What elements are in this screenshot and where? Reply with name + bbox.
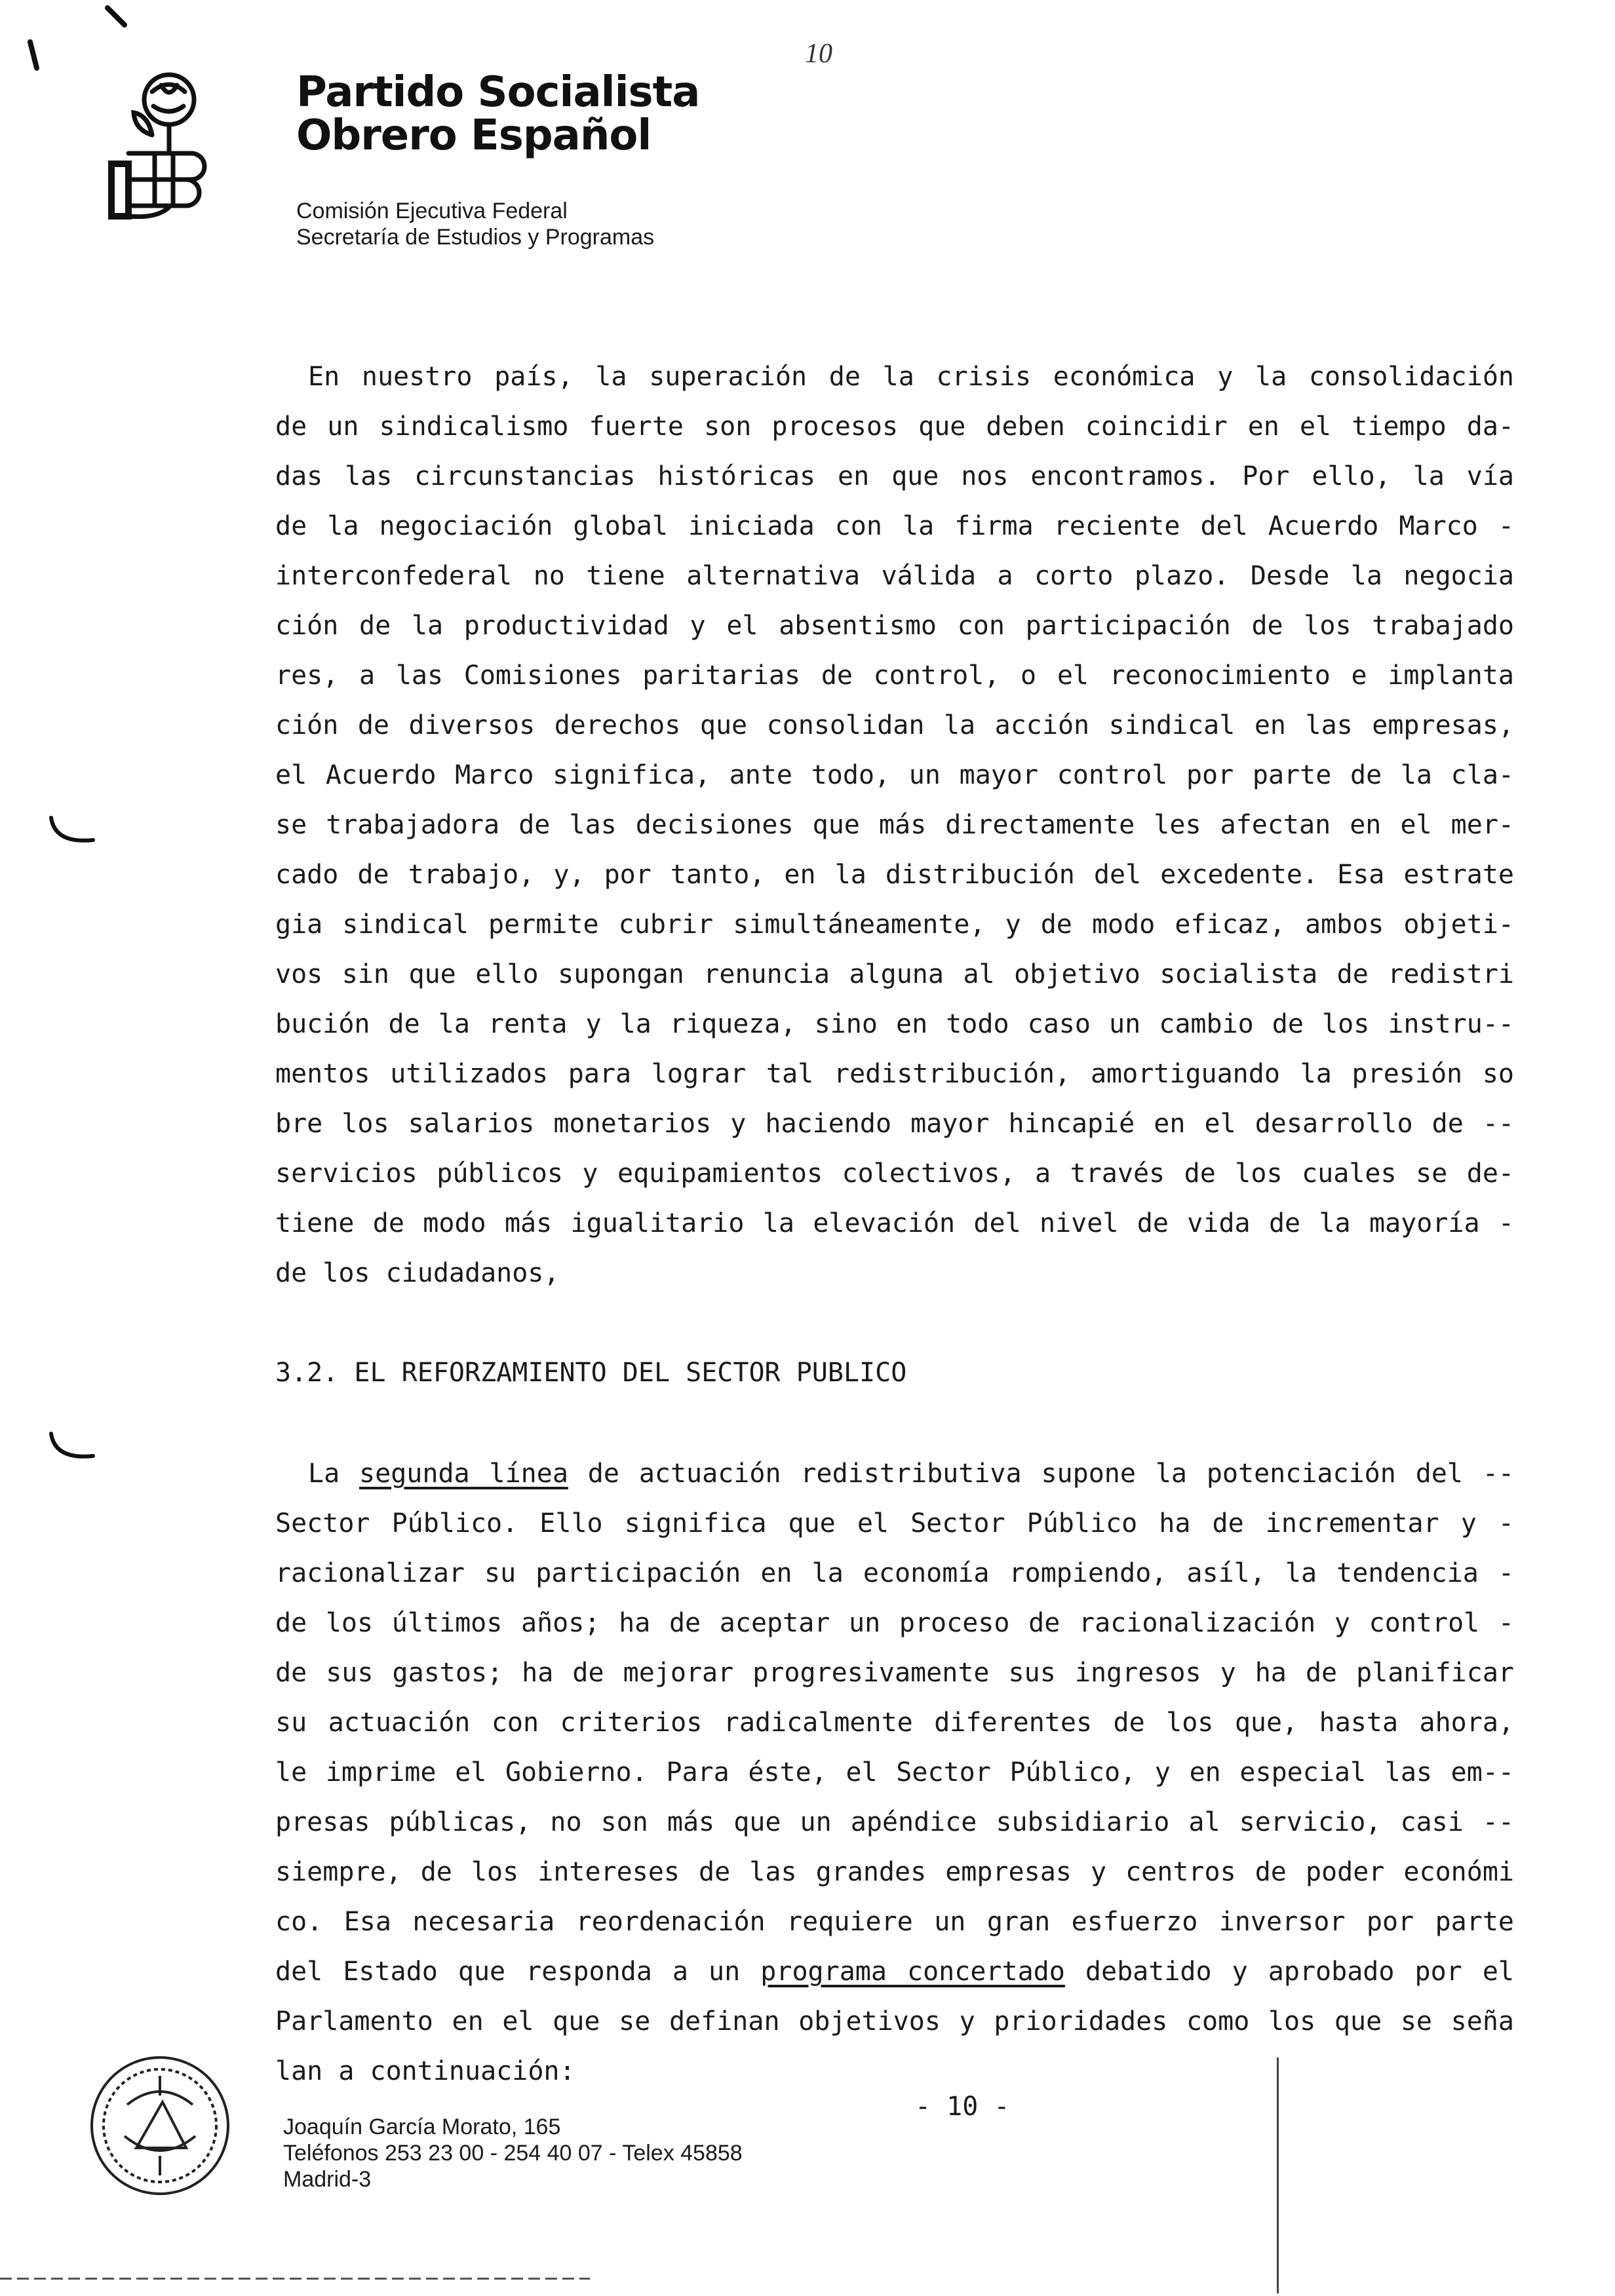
body-line: de los últimos años; ha de aceptar un proceso de racionalización y control - bbox=[275, 1608, 1514, 1638]
footer-city: Madrid-3 bbox=[283, 2167, 372, 2192]
body-line: le imprime el Gobierno. Para éste, el Sector Público, y en especial las em-- bbox=[275, 1757, 1514, 1788]
scan-edge-mark bbox=[0, 2278, 590, 2280]
punch-hole-arc-mark bbox=[46, 813, 98, 852]
body-line: Sector Público. Ello significa que el Sector Público ha de incrementar y - bbox=[275, 1508, 1514, 1539]
body-line: de los ciudadanos, bbox=[275, 1258, 560, 1288]
body-line: lan a continuación: bbox=[275, 2056, 575, 2086]
body-line: mentos utilizados para lograr tal redistribución, amortiguando la presión so bbox=[275, 1059, 1514, 1089]
body-line: Parlamento en el que se definan objetivos y prioridades como los que se seña bbox=[275, 2006, 1514, 2037]
footer-phone-telex: Teléfonos 253 23 00 - 254 40 07 - Telex 45858 bbox=[283, 2141, 743, 2166]
line-text: La bbox=[308, 1459, 360, 1489]
footer-address-street: Joaquín García Morato, 165 bbox=[283, 2114, 561, 2139]
psoe-logo-icon bbox=[92, 66, 223, 223]
body-line: En nuestro país, la superación de la crisis económica y la consolidación bbox=[308, 362, 1514, 392]
body-line: servicios públicos y equipamientos colectivos, a través de los cuales se de- bbox=[275, 1158, 1514, 1189]
scan-speck-mark bbox=[105, 5, 131, 31]
scan-speck-mark bbox=[24, 39, 43, 72]
commission-name: Comisión Ejecutiva Federal bbox=[296, 199, 568, 223]
line-text: de actuación redistributiva supone la potenciación del -- bbox=[568, 1459, 1514, 1489]
body-line: presas públicas, no son más que un apéndice subsidiario al servicio, casi -- bbox=[275, 1807, 1514, 1837]
body-line: de la negociación global iniciada con la firma reciente del Acuerdo Marco - bbox=[275, 511, 1514, 541]
body-line: su actuación con criterios radicalmente diferentes de los que, hasta ahora, bbox=[275, 1708, 1514, 1738]
body-line: res, a las Comisiones paritarias de control, o el reconocimiento e implanta bbox=[275, 660, 1514, 691]
seal-stamp-icon bbox=[84, 2050, 236, 2202]
body-line: vos sin que ello supongan renuncia alguna al objetivo socialista de redistri bbox=[275, 959, 1514, 989]
body-line: das las circunstancias históricas en que nos encontramos. Por ello, la vía bbox=[275, 461, 1514, 491]
margin-rule-mark bbox=[1277, 2057, 1279, 2293]
body-line: el Acuerdo Marco significa, ante todo, un mayor control por parte de la cla- bbox=[275, 760, 1514, 790]
body-line bbox=[308, 1457, 1514, 1490]
body-line bbox=[275, 1955, 1514, 1988]
underlined-phrase: segunda línea bbox=[359, 1459, 568, 1489]
body-line: tiene de modo más igualitario la elevación del nivel de vida de la mayoría - bbox=[275, 1208, 1514, 1238]
body-line: racionalizar su participación en la economía rompiendo, asíl, la tendencia - bbox=[275, 1558, 1514, 1588]
party-name-line-2: Obrero Español bbox=[296, 111, 652, 160]
body-line: de sus gastos; ha de mejorar progresivamente sus ingresos y ha de planificar bbox=[275, 1658, 1514, 1688]
party-name-line-1: Partido Socialista bbox=[296, 68, 700, 117]
section-heading: 3.2. EL REFORZAMIENTO DEL SECTOR PUBLICO bbox=[275, 1358, 907, 1388]
line-text: del Estado que responda a un bbox=[275, 1957, 761, 1987]
body-line: siempre, de los intereses de las grandes empresas y centros de poder económi bbox=[275, 1857, 1514, 1887]
body-line: cado de trabajo, y, por tanto, en la distribución del excedente. Esa estrate bbox=[275, 860, 1514, 890]
punch-hole-arc-mark bbox=[46, 1428, 98, 1468]
body-line: bución de la renta y la riqueza, sino en todo caso un cambio de los instru-- bbox=[275, 1009, 1514, 1039]
body-line: ción de diversos derechos que consolidan la acción sindical en las empresas, bbox=[275, 710, 1514, 740]
body-line: de un sindicalismo fuerte son procesos que deben coincidir en el tiempo da- bbox=[275, 411, 1514, 442]
body-line: gia sindical permite cubrir simultáneamente, y de modo eficaz, ambos objeti- bbox=[275, 909, 1514, 940]
body-line: bre los salarios monetarios y haciendo mayor hincapié en el desarrollo de -- bbox=[275, 1109, 1514, 1139]
body-line: se trabajadora de las decisiones que más directamente les afectan en el mer- bbox=[275, 810, 1514, 840]
handwritten-page-mark: 10 bbox=[805, 39, 832, 69]
body-line: ción de la productividad y el absentismo con participación de los trabajado bbox=[275, 611, 1514, 641]
page-number: - 10 - bbox=[915, 2092, 1010, 2122]
secretariat-name: Secretaría de Estudios y Programas bbox=[296, 225, 655, 250]
body-line: co. Esa necesaria reordenación requiere un gran esfuerzo inversor por parte bbox=[275, 1907, 1514, 1937]
underlined-phrase: programa concertado bbox=[760, 1957, 1065, 1987]
line-text: debatido y aprobado por el bbox=[1064, 1957, 1514, 1987]
body-line: interconfederal no tiene alternativa válida a corto plazo. Desde la negocia bbox=[275, 561, 1514, 591]
